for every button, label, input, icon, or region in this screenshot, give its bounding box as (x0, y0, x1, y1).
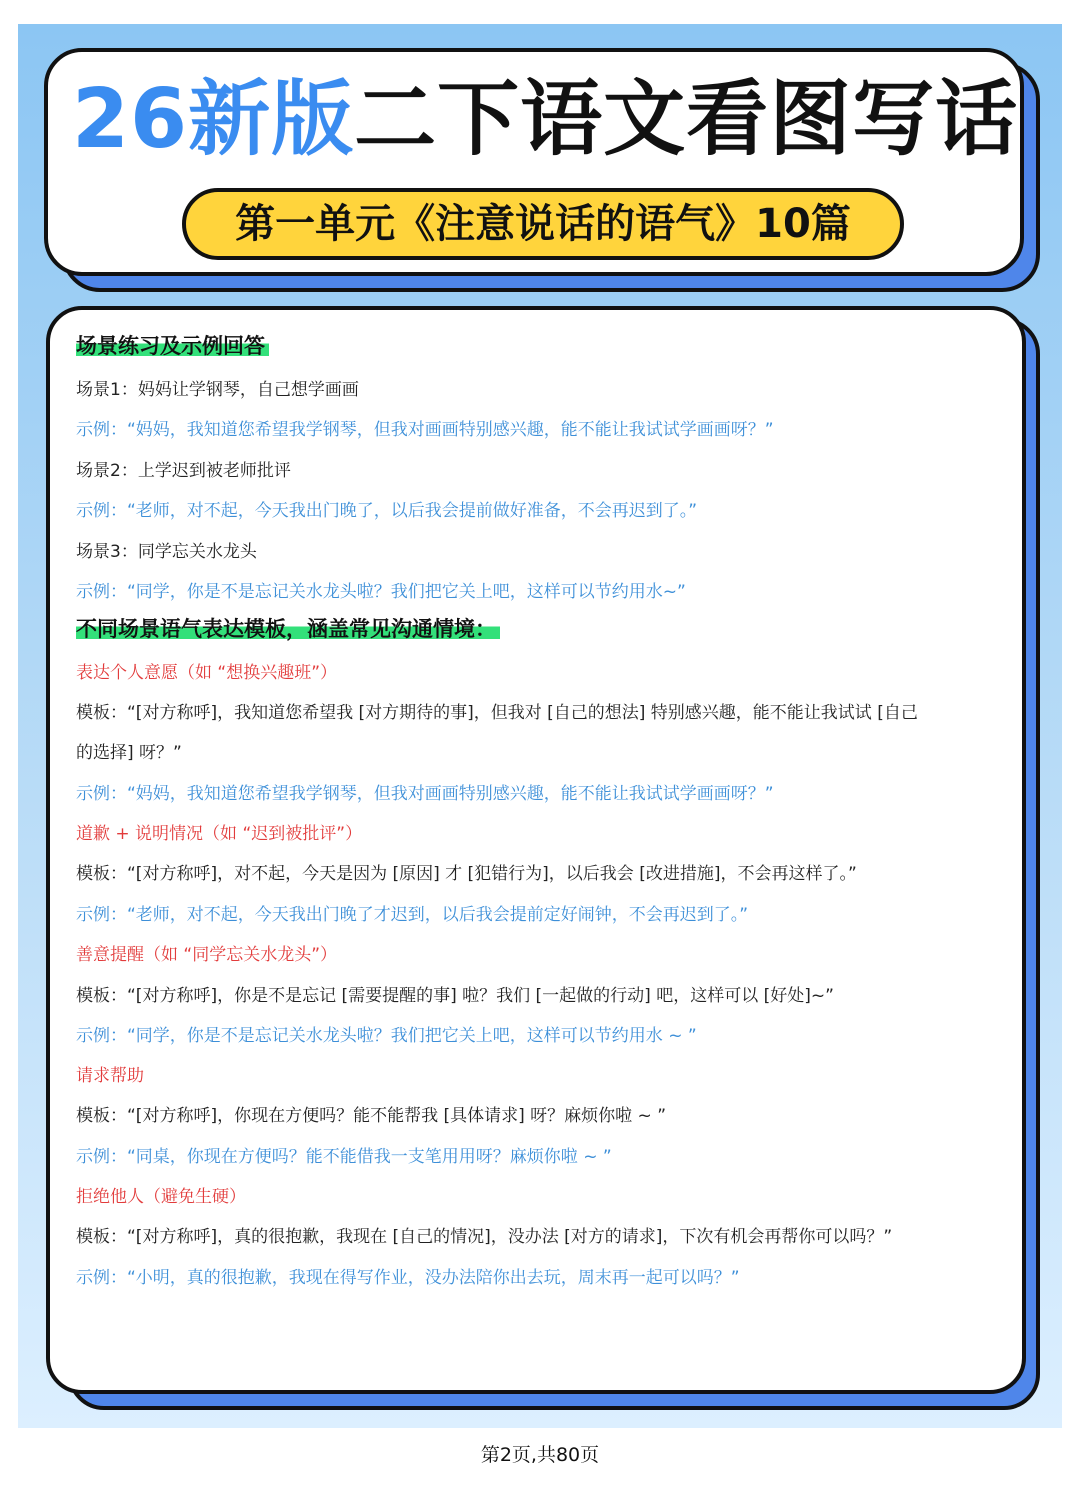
category-1-template-cont: 的选择] 呀？” (76, 743, 182, 763)
category-5-example: 示例：“小明，真的很抱歉，我现在得写作业，没办法陪你出去玩，周末再一起可以吗？” (76, 1268, 740, 1288)
category-1-title: 表达个人意愿（如 “想换兴趣班”） (76, 663, 338, 683)
page-indicator: 第2页,共80页 (480, 1444, 600, 1466)
category-4-template: 模板：“[对方称呼]，你现在方便吗？能不能帮我 [具体请求] 呀？麻烦你啦 ~ ” (76, 1106, 667, 1126)
category-3-title: 善意提醒（如 “同学忘关水龙头”） (76, 945, 338, 965)
subtitle-badge: 第一单元《注意说话的语气》10篇 (182, 188, 904, 260)
category-2-example: 示例：“老师，对不起，今天我出门晚了才迟到，以后我会提前定好闹钟，不会再迟到了。” (76, 905, 749, 925)
title-highlight: 26新版 (72, 72, 355, 167)
category-2-template: 模板：“[对方称呼]，对不起，今天是因为 [原因] 才 [犯错行为]，以后我会 [改进措施]，不会再这样了。” (76, 864, 857, 884)
title-main: 二下语文看图写话 (354, 72, 1019, 167)
scene-2: 场景2：上学迟到被老师批评 (76, 461, 291, 481)
section-heading-templates (76, 617, 500, 643)
scene-3-example: 示例：“同学，你是不是忘记关水龙头啦？我们把它关上吧，这样可以节约用水~” (76, 582, 686, 602)
category-1-template: 模板：“[对方称呼]，我知道您希望我 [对方期待的事]，但我对 [自己的想法] 特别感兴趣，能不能让我试试 [自己 (76, 703, 918, 723)
category-5-title: 拒绝他人（避免生硬） (76, 1187, 246, 1207)
section-heading-text: 不同场景语气表达模板，涵盖常见沟通情境： (76, 617, 500, 641)
section-heading-text: 场景练习及示例回答 (76, 334, 269, 358)
category-4-title: 请求帮助 (76, 1066, 144, 1086)
category-3-example: 示例：“同学，你是不是忘记关水龙头啦？我们把它关上吧，这样可以节约用水 ~ ” (76, 1026, 697, 1046)
scene-3: 场景3：同学忘关水龙头 (76, 542, 257, 562)
category-3-template: 模板：“[对方称呼]，你是不是忘记 [需要提醒的事] 啦？我们 [一起做的行动] 吧，这样可以 [好处]~” (76, 986, 834, 1006)
scene-1: 场景1：妈妈让学钢琴，自己想学画画 (76, 380, 359, 400)
category-5-template: 模板：“[对方称呼]，真的很抱歉，我现在 [自己的情况]，没办法 [对方的请求]，下次有机会再帮你可以吗？” (76, 1227, 893, 1247)
category-4-example: 示例：“同桌，你现在方便吗？能不能借我一支笔用用呀？麻烦你啦 ~ ” (76, 1147, 612, 1167)
scene-1-example: 示例：“妈妈，我知道您希望我学钢琴，但我对画画特别感兴趣，能不能让我试试学画画呀？” (76, 420, 774, 440)
page-title (72, 70, 1019, 170)
category-1-example: 示例：“妈妈，我知道您希望我学钢琴，但我对画画特别感兴趣，能不能让我试试学画画呀？” (76, 784, 774, 804)
category-2-title: 道歉 + 说明情况（如 “迟到被批评”） (76, 824, 363, 844)
scene-2-example: 示例：“老师，对不起，今天我出门晚了，以后我会提前做好准备，不会再迟到了。” (76, 501, 698, 521)
section-heading-scenes (76, 334, 269, 360)
